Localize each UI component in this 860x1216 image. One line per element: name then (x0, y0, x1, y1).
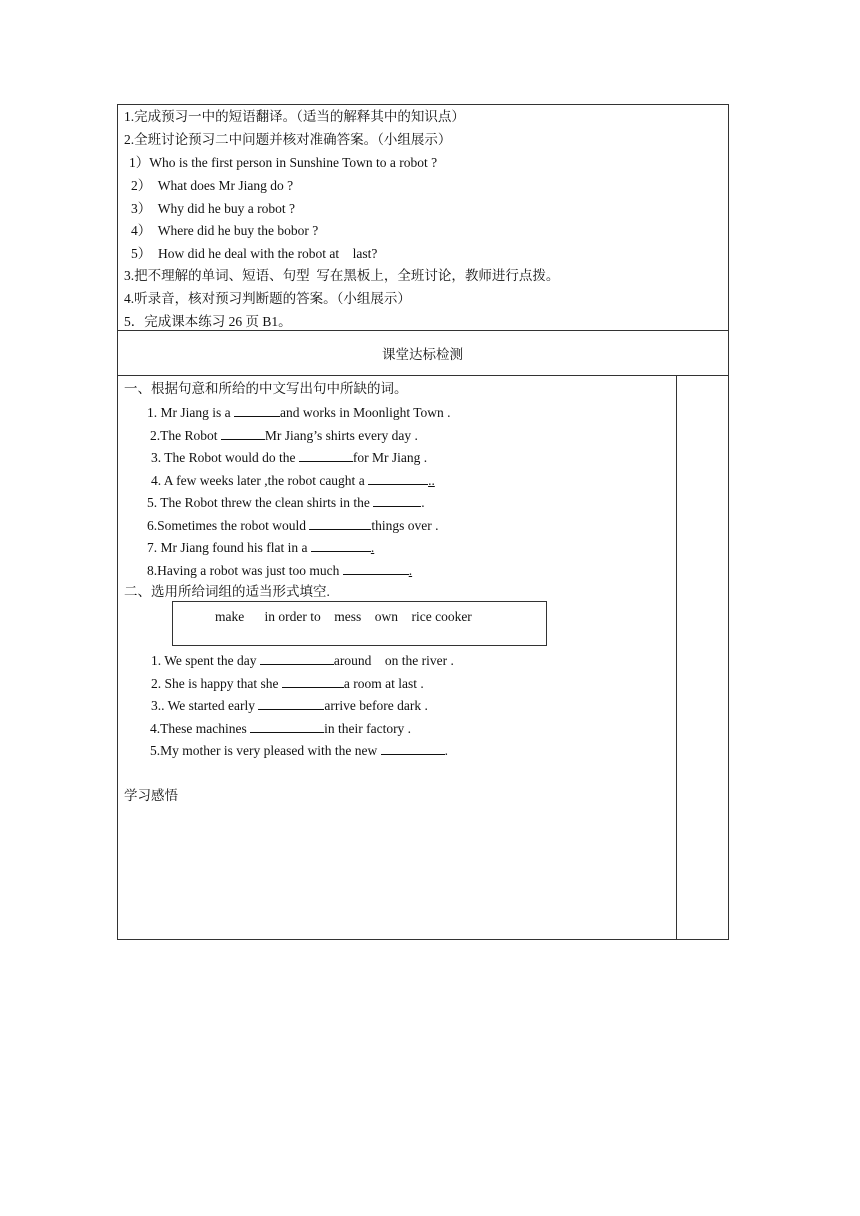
word-box-text: make in order to mess own rice cooker (215, 609, 472, 624)
question-line: 3） Why did he buy a robot ? (131, 201, 295, 216)
answer-blank[interactable] (260, 652, 334, 665)
item-text: .. (428, 473, 435, 488)
item-text: 5. The Robot threw the clean shirts in the (147, 495, 374, 510)
exercise-item (147, 517, 439, 535)
item-text: 6.Sometimes the robot would (147, 518, 310, 533)
item-text: 2.The Robot (150, 428, 221, 443)
item-text: 8.Having a robot was just too much (147, 563, 343, 578)
question-line: 1）Who is the first person in Sunshine Town to a robot ? (129, 155, 438, 170)
answer-blank[interactable] (258, 697, 324, 710)
activity-line: 1.完成预习一中的短语翻译。（适当的解释其中的知识点） (124, 109, 465, 124)
answer-blank[interactable] (234, 404, 280, 417)
answer-blank[interactable] (343, 562, 409, 575)
question-line: 5） How did he deal with the robot at last? (131, 246, 378, 261)
item-text: . (370, 540, 375, 555)
part1-heading: 一、根据句意和所给的中文写出句中所缺的词。 (124, 381, 408, 396)
answer-blank[interactable] (299, 449, 353, 462)
exercise-item (151, 449, 427, 467)
part2-heading: 二、选用所给词组的适当形式填空. (124, 584, 330, 599)
exercise-item (150, 720, 411, 738)
item-text: and works in Moonlight Town . (280, 405, 451, 420)
exercise-item (147, 404, 451, 422)
activity-line: 5．完成课本练习 26 页 B1。 (124, 314, 292, 329)
item-text: arrive before dark . (324, 698, 428, 713)
item-text: in their factory . (324, 721, 412, 736)
item-text: 3. The Robot would do the (151, 450, 299, 465)
answer-blank[interactable] (282, 675, 344, 688)
item-text: . (408, 563, 413, 578)
answer-blank[interactable] (221, 427, 265, 440)
item-text: a room at last . (343, 676, 424, 691)
activity-line: 2.全班讨论预习二中问题并核对准确答案。（小组展示） (124, 132, 452, 147)
exercise-item (147, 494, 425, 512)
item-text: for Mr Jiang . (352, 450, 428, 465)
item-text: 5.My mother is very pleased with the new (150, 743, 381, 758)
item-text: 4. A few weeks later ,the robot caught a (151, 473, 369, 488)
question-line: 2） What does Mr Jiang do ? (131, 178, 294, 193)
exercise-item (150, 427, 418, 445)
answer-blank[interactable] (311, 539, 371, 552)
answer-blank[interactable] (381, 742, 445, 755)
answer-blank[interactable] (373, 494, 421, 507)
exercise-item (151, 472, 435, 490)
row-divider (117, 375, 729, 376)
item-text: . (444, 743, 448, 758)
exercise-item (147, 539, 374, 557)
exercise-item (151, 697, 428, 715)
exercise-item (151, 652, 454, 670)
exercise-item (147, 562, 412, 580)
answer-blank[interactable] (250, 720, 324, 733)
answer-blank[interactable] (368, 472, 428, 485)
column-divider (676, 375, 677, 940)
exercise-item (150, 742, 448, 760)
item-text: . (421, 495, 425, 510)
activity-line: 4.听录音，核对预习判断题的答案。（小组展示） (124, 291, 411, 306)
exercise-item (151, 675, 424, 693)
item-text: 3.. We started early (151, 698, 259, 713)
section-title: 课堂达标检测 (382, 347, 463, 362)
question-line: 4） Where did he buy the bobor ? (131, 223, 319, 238)
reflection-label: 学习感悟 (124, 788, 178, 803)
item-text: 1. Mr Jiang is a (147, 405, 234, 420)
answer-blank[interactable] (309, 517, 371, 530)
item-text: 4.These machines (150, 721, 251, 736)
item-text: Mr Jiang’s shirts every day . (264, 428, 418, 443)
item-text: 1. We spent the day (151, 653, 260, 668)
item-text: 2. She is happy that she (151, 676, 282, 691)
item-text: around on the river . (333, 653, 454, 668)
item-text: things over . (371, 518, 439, 533)
item-text: 7. Mr Jiang found his flat in a (147, 540, 311, 555)
activity-line: 3.把不理解的单词、短语、句型 写在黑板上，全班讨论，教师进行点拨。 (124, 268, 560, 283)
